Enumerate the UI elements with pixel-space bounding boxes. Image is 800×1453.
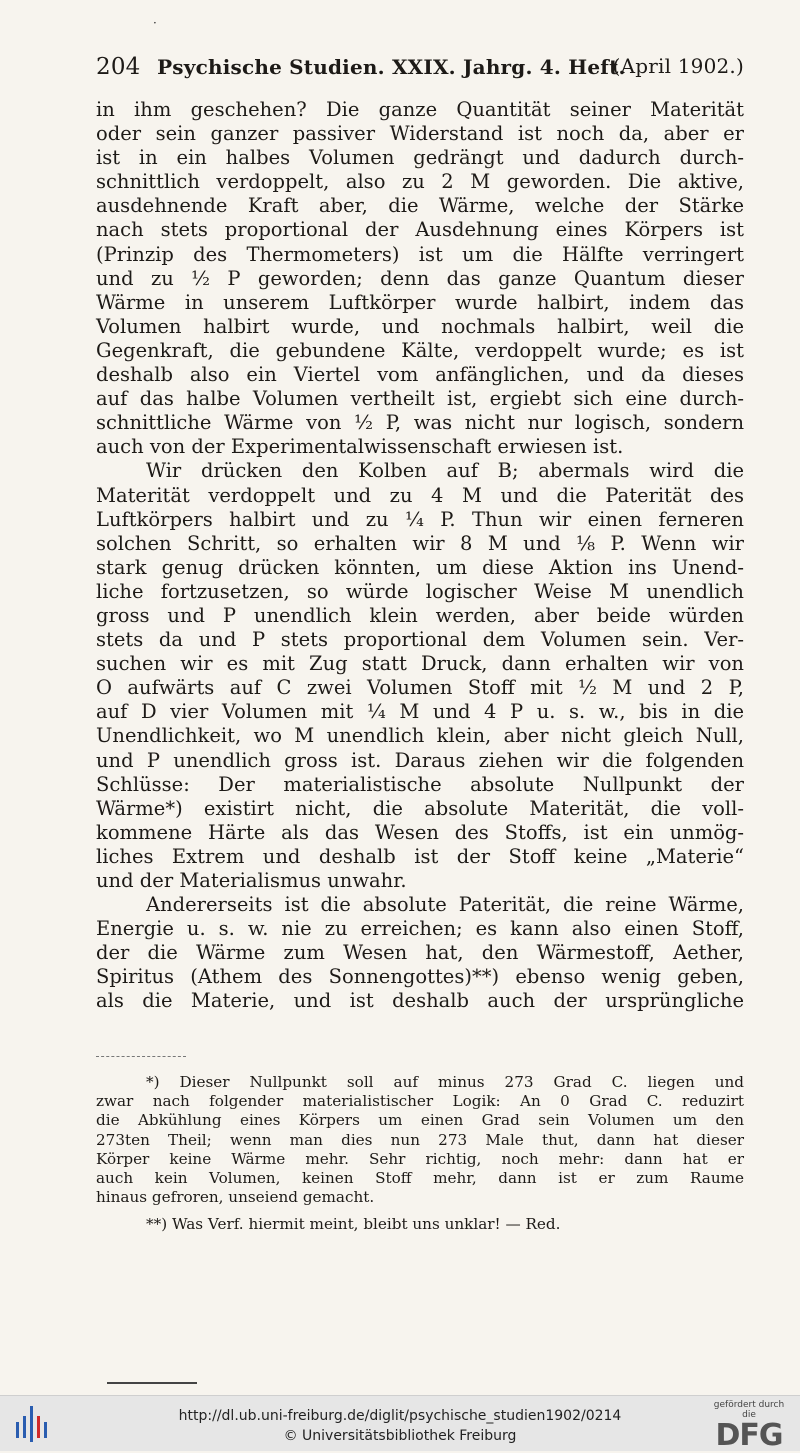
text-line: Wärme in unserem Luftkörper wurde halbirt, indem das bbox=[96, 290, 744, 314]
dfg-wordmark: DFG bbox=[715, 1418, 783, 1453]
text-line: als die Materie, und ist deshalb auch der ursprüngliche bbox=[96, 989, 744, 1013]
running-title: Psychische Studien. XXIX. Jahrg. 4. Heft. bbox=[157, 55, 626, 79]
text-line: deshalb also ein Viertel vom anfänglichen, und da dieses bbox=[96, 363, 744, 387]
text-line: in ihm geschehen? Die ganze Quantität seiner Materität bbox=[96, 98, 744, 121]
text-line: und P unendlich gross ist. Daraus ziehen wir die folgenden bbox=[96, 748, 744, 772]
text-line: stark genug drücken könnten, um diese Aktion ins Unend- bbox=[96, 555, 744, 579]
text-line: solchen Schritt, so erhalten wir 8 M und ⅛ P. Wenn wir bbox=[96, 531, 744, 555]
page-url[interactable]: http://dl.ub.uni-freiburg.de/diglit/psychische_studien1902/0214 bbox=[178, 1408, 622, 1424]
text-line: O aufwärts auf C zwei Volumen Stoff mit ½ M und 2 P, bbox=[96, 676, 744, 700]
footnote-separator bbox=[96, 1056, 186, 1057]
footnote-line: **) Was Verf. hiermit meint, bleibt uns unklar! — Red. bbox=[146, 1215, 561, 1234]
copyright-notice: © Universitätsbibliothek Freiburg bbox=[283, 1428, 517, 1444]
text-line: auf D vier Volumen mit ¼ M und 4 P u. s. w., bis in die bbox=[96, 700, 744, 724]
text-line: Wärme*) existirt nicht, die absolute Materität, die voll- bbox=[96, 796, 744, 820]
text-line: der die Wärme zum Wesen hat, den Wärmestoff, Aether, bbox=[96, 941, 744, 965]
text-line: Gegenkraft, die gebundene Kälte, verdoppelt wurde; es ist bbox=[96, 338, 744, 362]
text-line: ausdehnende Kraft aber, die Wärme, welche der Stärke bbox=[96, 194, 744, 218]
footnote-line: zwar nach folgender materialistischer Logik: An 0 Grad C. reduzirt bbox=[96, 1092, 744, 1111]
text-line: schnittliche Wärme von ½ P, was nicht nur logisch, sondern bbox=[96, 411, 744, 435]
text-line: stets da und P stets proportional dem Volumen sein. Ver- bbox=[96, 628, 744, 652]
text-line: Materität verdoppelt und zu 4 M und die Paterität des bbox=[96, 483, 744, 507]
text-line: kommene Härte als das Wesen des Stoffs, ist ein unmög- bbox=[96, 820, 744, 844]
scan-mark: · bbox=[153, 16, 157, 30]
footnote-line: 273ten Theil; wenn man dies nun 273 Male thut, dann hat dieser bbox=[96, 1130, 744, 1149]
page-header bbox=[96, 54, 744, 80]
text-line: gross und P unendlich klein werden, aber beide würden bbox=[96, 603, 744, 627]
viewer-footer bbox=[0, 1395, 800, 1451]
text-line: nach stets proportional der Ausdehnung eines Körpers ist bbox=[96, 218, 744, 242]
text-line: Unendlichkeit, wo M unendlich klein, aber nicht gleich Null, bbox=[96, 724, 744, 748]
text-line: liches Extrem und deshalb ist der Stoff keine „Materie“ bbox=[96, 844, 744, 868]
body-text bbox=[96, 98, 744, 1014]
text-line: Luftkörpers halbirt und zu ¼ P. Thun wir einen ferneren bbox=[96, 507, 744, 531]
dfg-logo bbox=[708, 1400, 790, 1453]
text-line: (Prinzip des Thermometers) ist um die Hälfte verringert bbox=[96, 242, 744, 266]
page-number: 204 bbox=[96, 54, 141, 80]
scan-artifact bbox=[107, 1382, 197, 1384]
footnote-line: hinaus gefroren, unseiend gemacht. bbox=[96, 1188, 375, 1207]
text-line: und zu ½ P geworden; denn das ganze Quantum dieser bbox=[96, 266, 744, 290]
text-line: Volumen halbirt wurde, und nochmals halbirt, weil die bbox=[96, 314, 744, 338]
text-line: schnittlich verdoppelt, also zu 2 M geworden. Die aktive, bbox=[96, 170, 744, 194]
footnote-line: auch kein Volumen, keinen Stoff mehr, dann ist er zum Raume bbox=[96, 1168, 744, 1187]
text-line: oder sein ganzer passiver Widerstand ist noch da, aber er bbox=[96, 122, 744, 146]
footnote-line: Körper keine Wärme mehr. Sehr richtig, noch mehr: dann hat er bbox=[96, 1149, 744, 1168]
text-line: liche fortzusetzen, so würde logischer Weise M unendlich bbox=[96, 579, 744, 603]
footnote-line: *) Dieser Nullpunkt soll auf minus 273 Grad C. liegen und bbox=[146, 1073, 744, 1091]
text-line: suchen wir es mit Zug statt Druck, dann erhalten wir von bbox=[96, 652, 744, 676]
text-line: Energie u. s. w. nie zu erreichen; es kann also einen Stoff, bbox=[96, 917, 744, 941]
text-line: Spiritus (Athem des Sonnengottes)**) ebenso wenig geben, bbox=[96, 965, 744, 989]
text-line: Schlüsse: Der materialistische absolute Nullpunkt der bbox=[96, 772, 744, 796]
text-line: und der Materialismus unwahr. bbox=[96, 869, 407, 892]
issue-date: (April 1902.) bbox=[612, 54, 744, 78]
dfg-tagline: gefördert durch die bbox=[713, 1400, 785, 1420]
footnotes bbox=[96, 1073, 744, 1235]
text-line: auf das halbe Volumen vertheilt ist, ergiebt sich eine durch- bbox=[96, 387, 744, 411]
text-line: Andererseits ist die absolute Paterität, die reine Wärme, bbox=[146, 893, 744, 917]
footnote-line: die Abkühlung eines Körpers um einen Grad sein Volumen um den bbox=[96, 1111, 744, 1130]
text-line: Wir drücken den Kolben auf B; abermals wird die bbox=[146, 459, 744, 483]
text-line: auch von der Experimentalwissenschaft erwiesen ist. bbox=[96, 435, 624, 459]
text-line: ist in ein halbes Volumen gedrängt und dadurch durch- bbox=[96, 146, 744, 170]
